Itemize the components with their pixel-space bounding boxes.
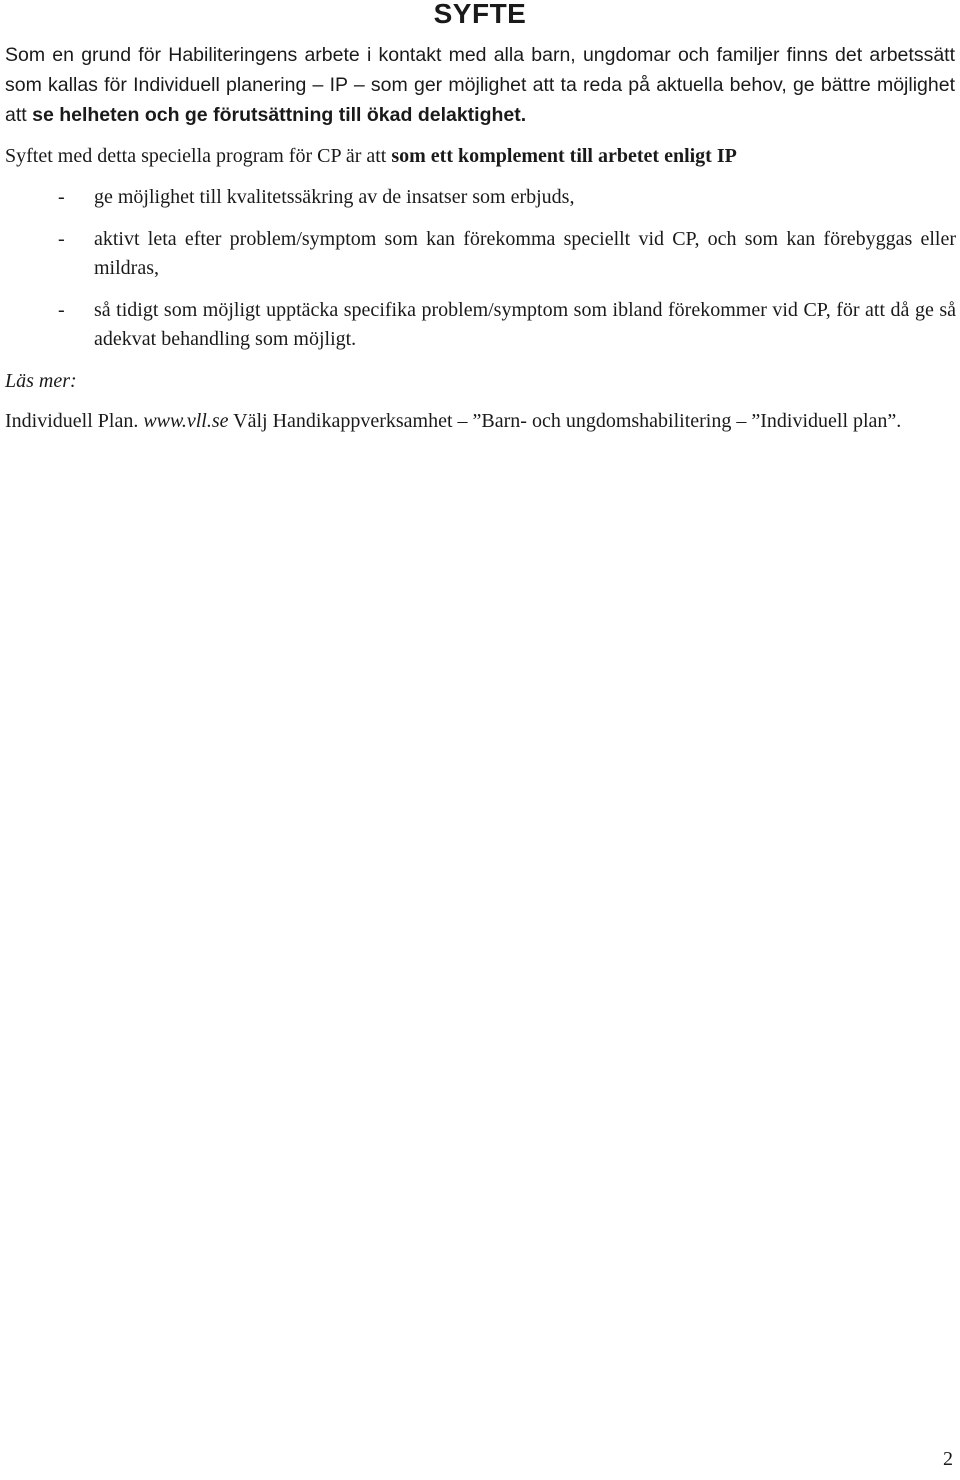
purpose-bold-text: som ett komplement till arbetet enligt IP [391,145,737,167]
list-item-text: aktivt leta efter problem/symptom som kan förekomma speciellt vid CP, och som kan förebyggas eller mildras, [94,228,956,279]
website-link[interactable]: www.vll.se [143,410,229,432]
page-title: SYFTE [433,0,527,29]
page-number: 2 [943,1448,953,1470]
list-item-text: så tidigt som möjligt upptäcka specifika problem/symptom som ibland förekommer vid CP, för att då ge så adekvat behandling som möjligt. [94,299,956,350]
intro-text: Som en grund för Habiliteringens arbete i kontakt med alla barn, ungdomar och familjer finns det arbetssätt som kallas för Individuell planering – IP – som ger möjlighet att ta reda på aktuella behov, ge bättre möjlighet att [5,44,955,126]
read-more-heading: Läs mer: [5,370,77,392]
list-dash: - [58,186,65,208]
purpose-paragraph [5,140,955,172]
list-dash: - [58,228,65,250]
list-dash: - [58,299,65,321]
read-more-path-text: Välj Handikappverksamhet – ”Barn- och ungdomshabilitering – ”Individuell plan”. [228,410,902,432]
read-more-paragraph [5,406,955,436]
intro-paragraph [5,40,955,130]
read-more-text: Individuell Plan. [5,410,144,432]
purpose-text: Syftet med detta speciella program för CP är att [5,145,392,167]
list-item-text: ge möjlighet till kvalitetssäkring av de insatser som erbjuds, [94,186,575,208]
intro-bold-text: se helheten och ge förutsättning till ökad delaktighet. [32,104,527,126]
